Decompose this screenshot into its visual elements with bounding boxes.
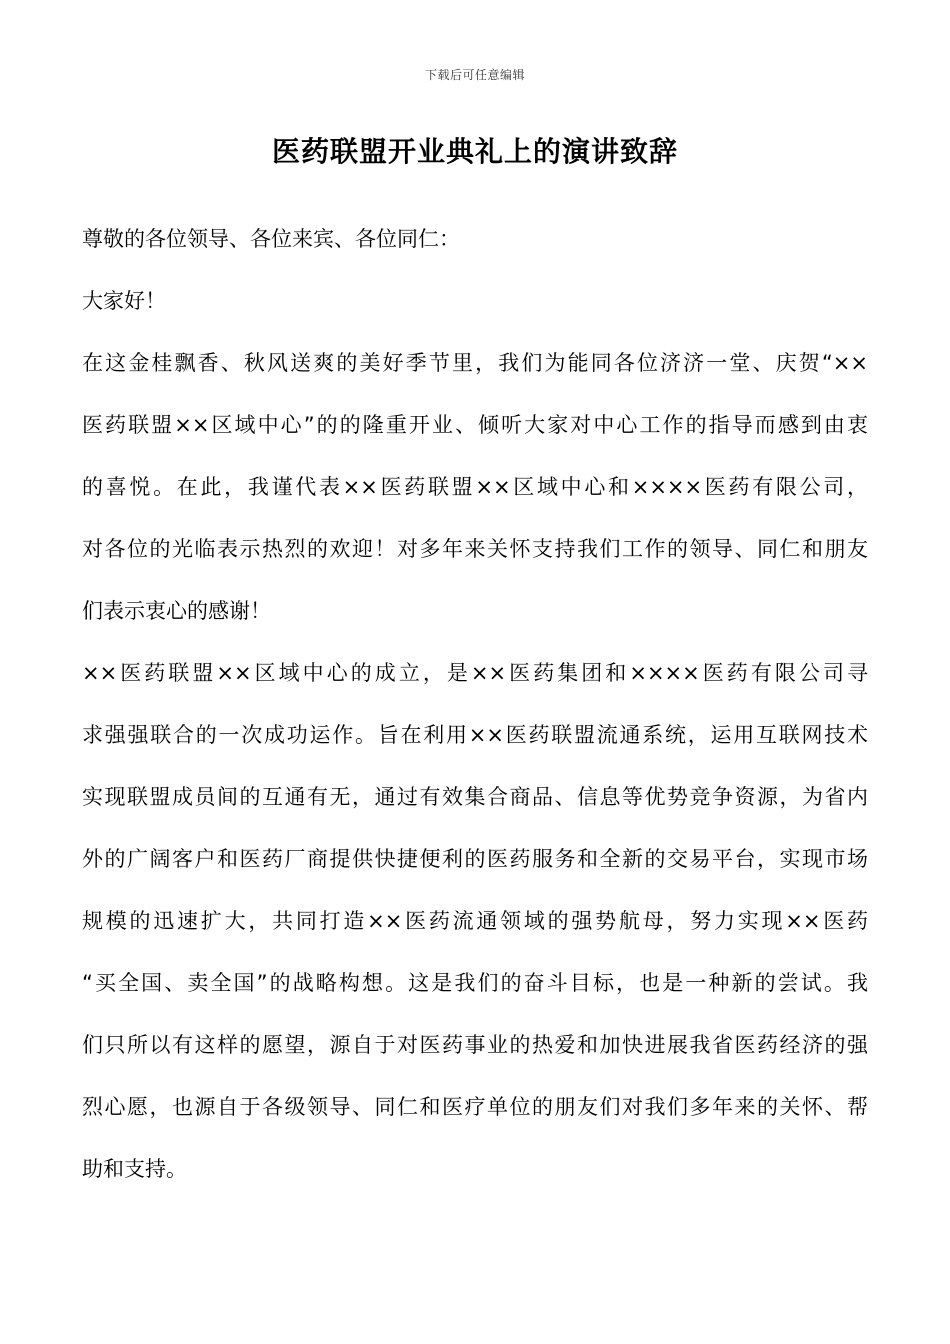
paragraph-2-line: 外的广阔客户和医药厂商提供快捷便利的医药服务和全新的交易平台，实现市场 — [82, 847, 868, 871]
header-note: 下载后可任意编辑 — [424, 68, 525, 82]
paragraph-1-line: 在这金桂飘香、秋风送爽的美好季节里，我们为能同各位济济一堂、庆贺“×× — [82, 351, 868, 375]
document-body — [82, 218, 868, 1210]
paragraph-2-line: 实现联盟成员间的互通有无，通过有效集合商品、信息等优势竞争资源，为省内 — [82, 785, 868, 809]
paragraph-1-line: 的喜悦。在此，我谨代表××医药联盟××区域中心和××××医药有限公司， — [82, 475, 868, 499]
salutation-line: 尊敬的各位领导、各位来宾、各位同仁： — [82, 227, 460, 251]
paragraph-2-line: “买全国、卖全国”的战略构想。这是我们的奋斗目标，也是一种新的尝试。我 — [82, 971, 868, 995]
paragraph-1-line: 对各位的光临表示热烈的欢迎！对多年来关怀支持我们工作的领导、同仁和朋友 — [82, 537, 868, 561]
document-title: 医药联盟开业典礼上的演讲致辞 — [271, 135, 678, 168]
paragraph-2-line: 烈心愿，也源自于各级领导、同仁和医疗单位的朋友们对我们多年来的关怀、帮 — [82, 1095, 868, 1119]
paragraph-2-line: 求强强联合的一次成功运作。旨在利用××医药联盟流通系统，运用互联网技术 — [82, 723, 868, 747]
paragraph-1-line: 们表示衷心的感谢！ — [82, 599, 271, 623]
paragraph-2-line: 们只所以有这样的愿望，源自于对医药事业的热爱和加快进展我省医药经济的强 — [82, 1033, 868, 1057]
greeting-line: 大家好！ — [82, 289, 166, 313]
paragraph-2-line: 规模的迅速扩大，共同打造××医药流通领域的强势航母，努力实现××医药 — [82, 909, 868, 933]
paragraph-1-line: 医药联盟××区域中心”的的隆重开业、倾听大家对中心工作的指导而感到由衷 — [82, 413, 868, 437]
paragraph-2-line: 助和支持。 — [82, 1157, 187, 1181]
paragraph-2-line: ××医药联盟××区域中心的成立，是××医药集团和××××医药有限公司寻 — [82, 661, 868, 685]
